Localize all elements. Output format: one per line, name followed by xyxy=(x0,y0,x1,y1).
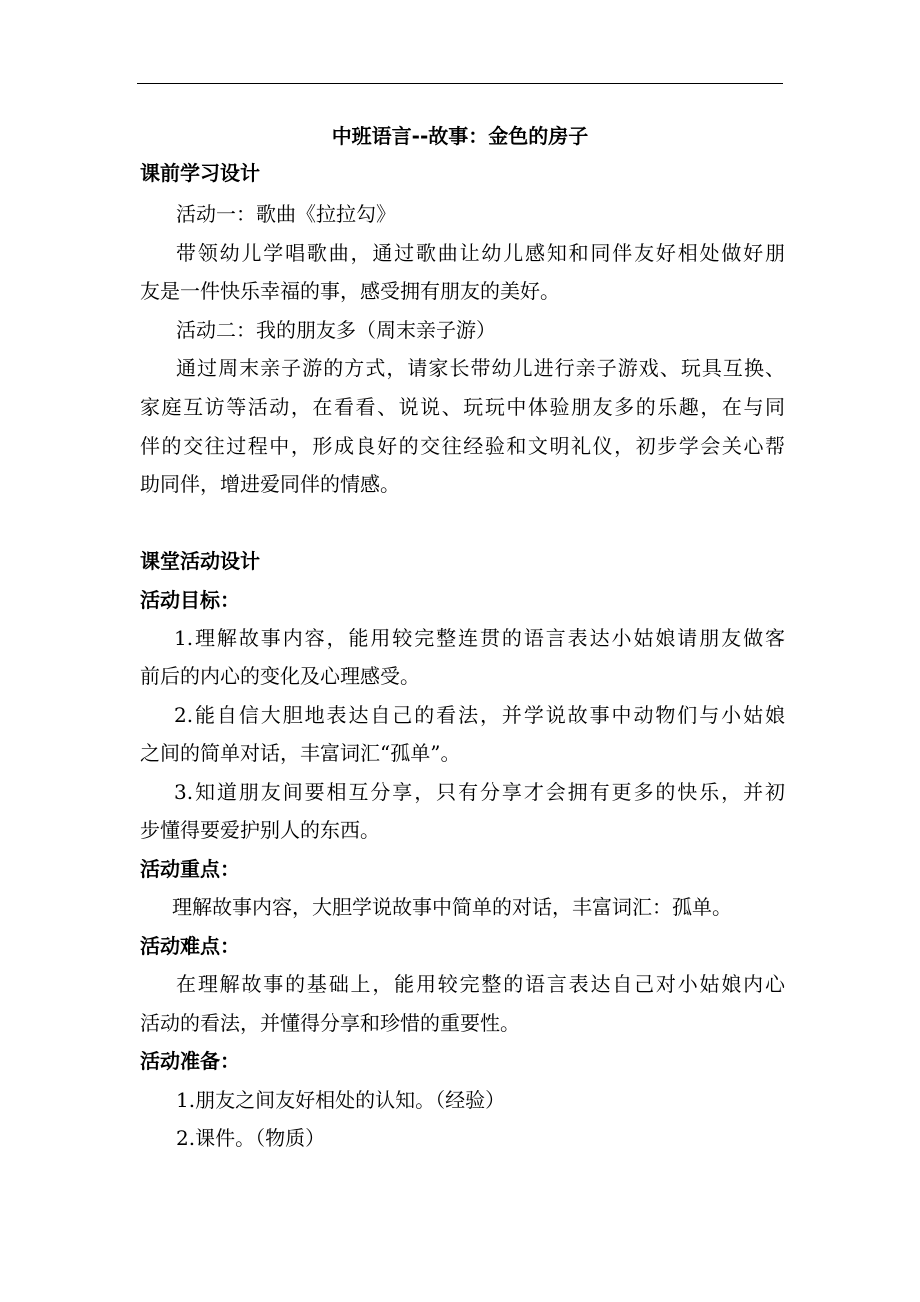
activity2-body-line: 家庭互访等活动，在看看、说说、玩玩中体验朋友多的乐趣，在与同 xyxy=(140,395,785,419)
prep-heading: 活动准备： xyxy=(140,1049,240,1073)
header-rule xyxy=(137,83,783,84)
goal-item-line: 1.理解故事内容，能用较完整连贯的语言表达小姑娘请朋友做客 xyxy=(174,626,785,650)
goal-item-line: 步懂得要爱护别人的东西。 xyxy=(140,818,380,842)
goal-item-line: 前后的内心的变化及心理感受。 xyxy=(140,664,420,688)
goal-item-line: 之间的简单对话，丰富词汇“孤单”。 xyxy=(140,741,461,765)
activity2-body-line: 通过周末亲子游的方式，请家长带幼儿进行亲子游戏、玩具互换、 xyxy=(176,356,785,380)
difficulty-text-line: 在理解故事的基础上，能用较完整的语言表达自己对小姑娘内心 xyxy=(176,972,785,996)
difficulty-heading: 活动难点： xyxy=(140,934,240,958)
activity2-title: 活动二：我的朋友多（周末亲子游） xyxy=(176,318,496,342)
key-heading: 活动重点： xyxy=(140,857,240,881)
activity2-body-line: 助同伴，增进爱同伴的情感。 xyxy=(140,472,400,496)
activity1-title: 活动一：歌曲《拉拉勾》 xyxy=(176,202,396,226)
goal-item-line: 3.知道朋友间要相互分享，只有分享才会拥有更多的快乐，并初 xyxy=(174,780,785,804)
document-title: 中班语言--故事：金色的房子 xyxy=(331,124,589,148)
goals-heading: 活动目标： xyxy=(140,588,240,612)
activity1-body-line: 友是一件快乐幸福的事，感受拥有朋友的美好。 xyxy=(140,279,560,303)
section-heading-in-class: 课堂活动设计 xyxy=(140,549,260,573)
prep-item: 2.课件。（物质） xyxy=(176,1126,326,1150)
prep-item: 1.朋友之间友好相处的认知。（经验） xyxy=(176,1088,506,1112)
key-text: 理解故事内容，大胆学说故事中简单的对话，丰富词汇：孤单。 xyxy=(172,895,732,919)
goal-item-line: 2.能自信大胆地表达自己的看法，并学说故事中动物们与小姑娘 xyxy=(174,703,785,727)
section-heading-pre-class: 课前学习设计 xyxy=(140,161,260,185)
activity2-body-line: 伴的交往过程中，形成良好的交往经验和文明礼仪，初步学会关心帮 xyxy=(140,434,785,458)
activity1-body-line: 带领幼儿学唱歌曲，通过歌曲让幼儿感知和同伴友好相处做好朋 xyxy=(176,241,785,265)
difficulty-text-line: 活动的看法，并懂得分享和珍惜的重要性。 xyxy=(140,1011,520,1035)
